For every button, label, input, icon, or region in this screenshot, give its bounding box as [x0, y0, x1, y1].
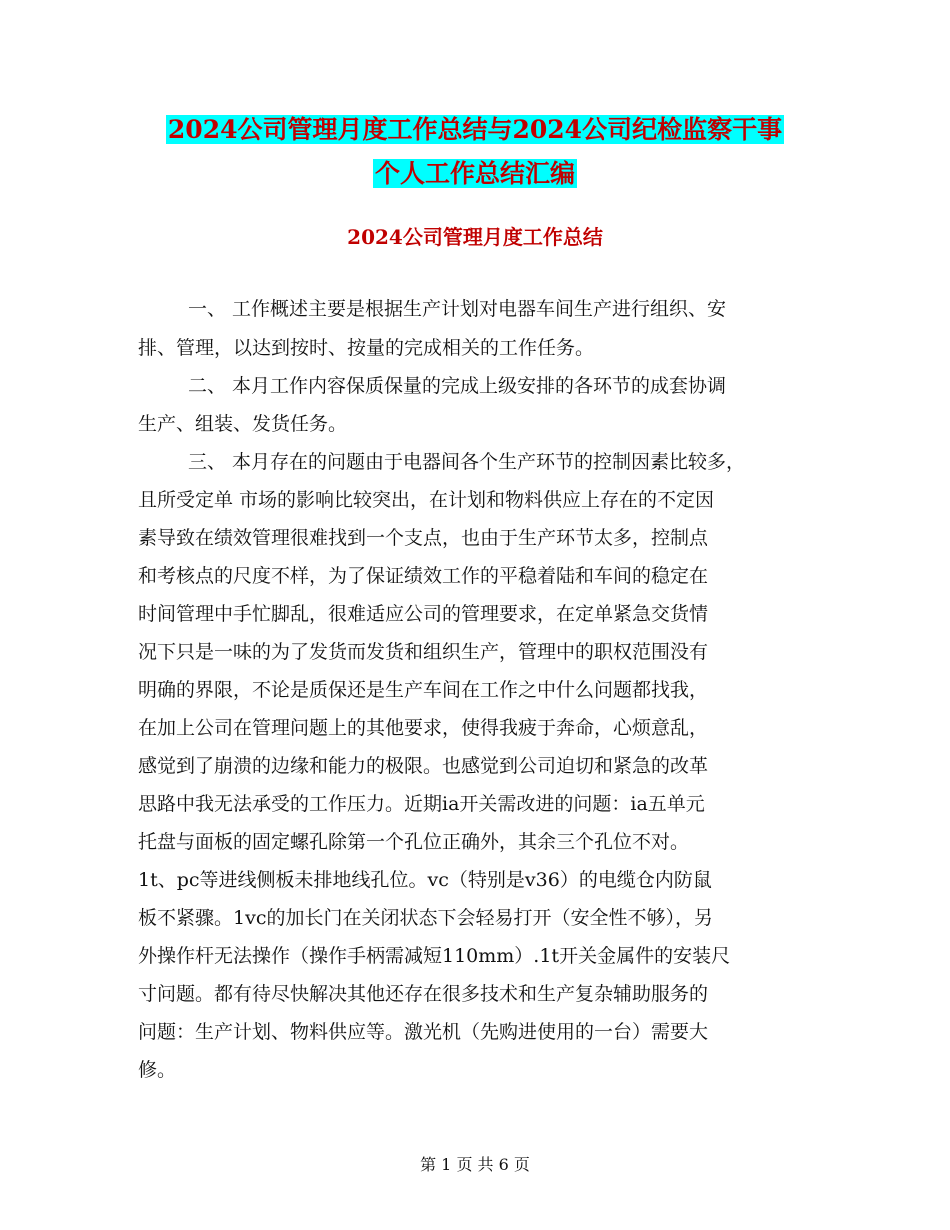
paragraph-line: 思路中我无法承受的工作压力。近期ia开关需改进的问题：ia五单元 — [138, 793, 705, 815]
paragraph-line: 板不紧骤。1vc的加长门在关闭状态下会轻易打开（安全性不够），另 — [138, 907, 713, 929]
document-title-line-1: 2024公司管理月度工作总结与2024公司纪检监察干事 — [167, 115, 783, 144]
paragraph-line: 明确的界限，不论是质保还是生产车间在工作之中什么问题都找我， — [138, 679, 709, 701]
paragraph-line: 在加上公司在管理问题上的其他要求，使得我疲于奔命，心烦意乱， — [138, 717, 709, 739]
paragraph-line: 一、 工作概述主要是根据生产计划对电器车间生产进行组织、安 — [188, 298, 727, 320]
paragraph-line: 素导致在绩效管理很难找到一个支点，也由于生产环节太多，控制点 — [138, 527, 709, 549]
page-footer: 第 1 页 共 6 页 — [420, 1155, 530, 1174]
paragraph-line: 1t、pc等进线侧板未排地线孔位。vc（特别是v36）的电缆仓内防鼠 — [138, 869, 712, 891]
paragraph-line: 感觉到了崩溃的边缘和能力的极限。也感觉到公司迫切和紧急的改革 — [138, 755, 709, 777]
paragraph-line: 修。 — [138, 1059, 177, 1081]
paragraph-line: 外操作杆无法操作（操作手柄需减短110mm）.1t开关金属件的安装尺 — [138, 945, 731, 967]
paragraph-line: 时间管理中手忙脚乱，很难适应公司的管理要求，在定单紧急交货情 — [138, 603, 709, 625]
paragraph-line: 问题：生产计划、物料供应等。激光机（先购进使用的一台）需要大 — [138, 1021, 709, 1043]
document-title — [0, 108, 950, 196]
paragraph-line: 排、管理，以达到按时、按量的完成相关的工作任务。 — [138, 337, 595, 359]
paragraph-line: 生产、组装、发货任务。 — [138, 413, 348, 435]
paragraph-line: 三、 本月存在的问题由于电器间各个生产环节的控制因素比较多， — [188, 451, 746, 473]
paragraph-line: 况下只是一味的为了发货而发货和组织生产，管理中的职权范围没有 — [138, 641, 709, 663]
paragraph-line: 且所受定单 市场的影响比较突出，在计划和物料供应上存在的不定因 — [138, 489, 715, 511]
paragraph-line: 寸问题。都有待尽快解决其他还存在很多技术和生产复杂辅助服务的 — [138, 983, 709, 1005]
paragraph-line: 托盘与面板的固定螺孔除第一个孔位正确外，其余三个孔位不对。 — [138, 831, 690, 853]
paragraph-line: 二、 本月工作内容保质保量的完成上级安排的各环节的成套协调 — [188, 375, 727, 397]
document-title-line-2: 个人工作总结汇编 — [374, 159, 575, 188]
section-title: 2024公司管理月度工作总结 — [347, 225, 603, 249]
paragraph-line: 和考核点的尺度不样，为了保证绩效工作的平稳着陆和车间的稳定在 — [138, 565, 709, 587]
